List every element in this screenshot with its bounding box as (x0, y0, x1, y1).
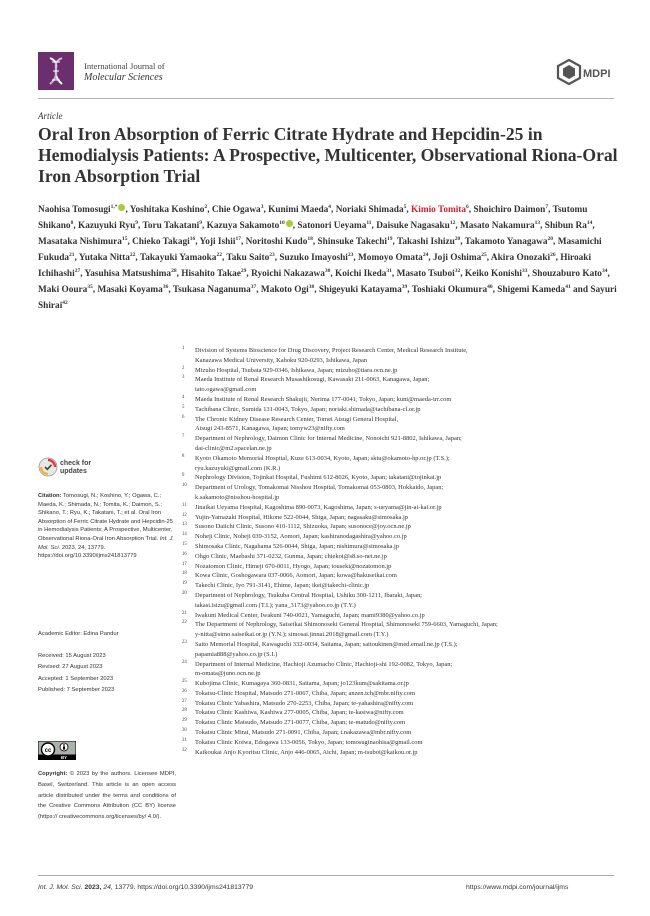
author-affiliation-mark: 31 (386, 268, 392, 275)
affiliation-number: 12 (182, 512, 187, 518)
copyright-text: © 2023 by the authors. Licensee MDPI, Basel, Switzerland. This article is an open access article distributed under the terms and conditions of the Creative Commons Attribution (CC BY) license (https:// creativecommons.org/licenses/by/ 4.0/). (38, 771, 176, 821)
affiliation-line: Noheji Clinic, Noheji 039-3152, Aomori, Japan; kashiranodagashira@yahoo.co.jp (195, 533, 407, 541)
header-divider (38, 98, 614, 99)
author-affiliation-mark: 6 (466, 204, 469, 210)
affiliation-item (182, 346, 622, 366)
author-name: Tsukasa Naganuma (172, 285, 251, 296)
affiliation-line: The Department of Nephrology, Saiseikai Shimonoseki General Hospital, Shimonoseki 759-6603, Yamaguchi, Japan; (195, 621, 498, 629)
footer-journal: Int. J. Mol. Sci. (38, 884, 83, 891)
affiliation-line: Takechi Clinic, Iyo 791-3141, Ehime, Japan; ikei@takechi-clinic.jp (195, 582, 370, 590)
academic-editor: Academic Editor: Edina Pandur (38, 631, 119, 637)
author-name: Naohisa Tomosugi (38, 205, 111, 216)
affiliation-item (182, 591, 622, 611)
author-name: Masato Nakamura (459, 221, 535, 232)
author-affiliation-mark: 40 (487, 284, 493, 291)
author-name: Toru Takatani (142, 221, 200, 232)
citation-journal: Int. J. Mol. Sci. (38, 535, 174, 551)
author-affiliation-mark: 2 (204, 204, 208, 210)
author-name: Shoichiro Daimon (473, 205, 546, 216)
affiliation-item (182, 660, 622, 680)
author-affiliation-mark: 28 (171, 268, 177, 275)
affiliation-line: Susono Daiichi Clinic, Susono 410-1112, Shizuoka, Japan; susonoce@joy.ocn.ne.jp (195, 523, 411, 531)
check-for-updates-line2: updates (60, 467, 87, 475)
author-affiliation-mark: 19 (387, 236, 393, 243)
footer-doi[interactable]: 13779. https://doi.org/10.3390/ijms241813779 (114, 884, 254, 891)
author-name: Ryoichi Nakazawa (251, 269, 325, 280)
footer-divider (38, 875, 614, 876)
affiliation-item (182, 748, 622, 758)
check-for-updates-label (60, 460, 91, 475)
affiliation-line: Kowa Clinic, Goshogawara 037-0066, Aomori, Japan; kowa@hakuseikai.com (195, 572, 397, 580)
author-name: Masamichi Fukuda (38, 237, 602, 264)
check-for-updates-button[interactable] (38, 457, 98, 483)
author-affiliation-mark: 12 (449, 220, 456, 227)
affiliation-line: Tokatsu Clinic Kashiwa, Kashiwa 277-0005, Chiba, Japan; te-kasiwa@nifty.com (195, 709, 404, 717)
affiliation-number: 28 (182, 708, 187, 714)
affiliation-item (182, 454, 622, 474)
author-affiliation-mark: 30 (324, 268, 331, 275)
affiliation-list (182, 346, 622, 757)
affiliation-line: Shimosaka Clinic, Nagahama 526-0044, Shiga, Japan; nishimura@simosaka.jp (195, 542, 400, 550)
affiliation-line: Tokatsu Clinic Mirai, Matsudo 271-0091, Chiba, Japan; t.nakazawa@mbr.nifty.com (195, 729, 412, 737)
affiliation-line: m-omata@juno.ocn.ne.jp (195, 670, 261, 678)
affiliation-item (182, 640, 622, 660)
affiliation-line: Tokatsu-Clinic Hospital, Matsudo 271-0067, Chiba, Japan; anzen.tch@mbr.nifty.com (195, 689, 415, 697)
date-accepted: Accepted: 1 September 2023 (38, 675, 114, 682)
affiliation-item (182, 522, 622, 532)
author-name: Akira Onozaki (490, 253, 551, 264)
journal-name-line2: Molecular Sciences (84, 72, 163, 83)
affiliation-item (182, 571, 622, 581)
author-name: Makoto Ogi (260, 285, 309, 296)
author-name: Yoshitaka Koshino (129, 205, 205, 216)
affiliation-item (182, 503, 622, 513)
affiliation-item (182, 699, 622, 709)
author-affiliation-mark: 23 (347, 252, 354, 259)
author-affiliation-mark: 38 (308, 284, 315, 291)
author-affiliation-mark: 22 (216, 252, 222, 259)
affiliation-line: Department of Nephrology, Tsukuba Central Hospital, Ushiku 300-1211, Ibaraki, Japan; (195, 591, 423, 599)
author-affiliation-mark: 4 (328, 204, 332, 210)
affiliation-number: 10 (182, 483, 187, 489)
citation-doi[interactable]: 2023, 24, 13779. https://doi.org/10.3390/ijms241813779 (38, 544, 137, 560)
author-name: Yasuhisa Matsushima (84, 269, 172, 280)
affiliation-number: 24 (182, 659, 187, 665)
author-affiliation-mark: 20 (547, 236, 554, 243)
author-affiliation-mark: 7 (545, 204, 549, 210)
affiliation-line: dai-clinic@m2.spacelan.ne.jp (195, 444, 272, 452)
author-affiliation-mark: 1,* (110, 204, 118, 210)
affiliation-number: 11 (182, 502, 187, 508)
copyright-block (38, 769, 176, 823)
author-affiliation-mark: 20 (454, 236, 461, 243)
affiliation-number: 20 (182, 590, 187, 596)
author-name: Takamoto Yanagawa (464, 237, 548, 248)
affiliation-item (182, 728, 622, 738)
affiliation-number: 9 (182, 473, 185, 479)
author-name: Yutaka Nitta (78, 253, 130, 264)
author-affiliation-mark: 21 (69, 252, 75, 259)
affiliation-item (182, 738, 622, 748)
affiliation-line: Department of Urology, Tomakomai Nisshou Hospital, Tomakomai 053-0803, Hokkaido, Japan; (195, 484, 444, 492)
journal-logo-icon (38, 52, 74, 90)
affiliation-item (182, 708, 622, 718)
footer-year: 2023, (84, 884, 102, 891)
affiliation-number: 27 (182, 698, 187, 704)
affiliation-line: Kyoto Okamoto Memorial Hospital, Kuze 613-0034, Kyoto, Japan; sktu@okamoto-hp.or.jp (T.S.); (195, 454, 450, 462)
affiliation-line: Kanazawa Medical University, Kahoku 920-0293, Ishikawa, Japan (195, 356, 368, 364)
affiliation-item (182, 375, 622, 395)
affiliation-line: Division of Systems Bioscience for Drug Discovery, Project Research Center, Medical Research Institute, (195, 347, 468, 354)
author-name: Kazuya Sakamoto (206, 221, 280, 232)
cc-by-label: BY (61, 755, 67, 760)
affiliation-line: Yujin-Yamazaki Hospital, Hikone 522-0044, Shiga, Japan; nagasaku@simosaka.jp (195, 513, 409, 521)
author-name: Kazuyuki Ryu (77, 221, 136, 232)
author-affiliation-mark: 9 (135, 220, 138, 227)
affiliation-line: Ohgo Clinic, Maebashi 371-0232, Gunma, Japan; chiekot@s8.so-net.ne.jp (195, 552, 387, 560)
author-name: Noritoshi Kudo (245, 237, 308, 248)
cc-by-license-icon[interactable] (38, 741, 76, 760)
affiliation-line: Maeda Institute of Renal Research Shakujii, Nerima 177-0041, Tokyo, Japan; kuni@maeda-irr.com (195, 395, 452, 403)
affiliation-item (182, 513, 622, 523)
author-name: Takashi Ishizu (397, 237, 455, 248)
affiliation-number: 21 (182, 610, 187, 616)
author-affiliation-mark: 14 (586, 220, 593, 227)
affiliation-line: Kubojima Clinic, Kumagaya 360-0831, Saitama, Japan; jo123kum@sakitama.or.jp (195, 680, 409, 688)
citation-block (38, 492, 176, 561)
affiliation-number: 16 (182, 551, 187, 557)
affiliation-item (182, 405, 622, 415)
author-affiliation-mark: 23 (269, 252, 275, 259)
author-affiliation-mark: 32 (454, 268, 461, 275)
author-affiliation-mark: 27 (74, 268, 81, 275)
author-name: Joji Oshima (432, 253, 482, 264)
author-name: Shigeyuki Katayama (318, 285, 402, 296)
author-name: Koichi Ikeda (335, 269, 387, 280)
author-name: Chieko Takagi (132, 237, 190, 248)
affiliation-number: 13 (182, 522, 187, 528)
author-name: Keiko Konishi (464, 269, 522, 280)
affiliation-item (182, 718, 622, 728)
author-affiliation-mark: 3 (260, 204, 264, 210)
affiliation-line: Saito Memorial Hospital, Kawaguchi 332-0034, Saitama, Japan; saitoukinen@med.email.ne.jp (T.S.); (195, 640, 458, 648)
mdpi-logo-icon (556, 58, 614, 90)
author-name: Momoyo Omata (358, 253, 423, 264)
citation-label: Citation: (38, 493, 62, 499)
orcid-icon[interactable] (118, 204, 125, 211)
author-affiliation-mark: 15 (121, 236, 128, 243)
affiliation-item (182, 552, 622, 562)
affiliation-item (182, 395, 622, 405)
affiliation-number: 26 (182, 688, 187, 694)
affiliation-item (182, 434, 622, 454)
author-name: Masaki Koyama (97, 285, 163, 296)
author-affiliation-mark: 10 (279, 220, 285, 227)
author-affiliation-mark: 24 (422, 252, 429, 259)
affiliation-number: 22 (182, 620, 187, 626)
author-name: Shibun Ra (544, 221, 587, 232)
author-name: Masato Tsuboi (396, 269, 455, 280)
author-affiliation-mark: 42 (62, 300, 68, 307)
copyright-label: Copyright: (38, 771, 68, 777)
author-name: Maki Ooura (38, 285, 88, 296)
author-affiliation-mark: 13 (534, 220, 541, 227)
author-name: Takayuki Yamaoka (139, 253, 217, 264)
footer-citation (38, 884, 253, 891)
mdpi-logo-text: MDPI (583, 68, 611, 80)
author-name: Masataka Nishimura (38, 237, 122, 248)
affiliation-number: 17 (182, 561, 187, 567)
author-affiliation-mark: 18 (307, 236, 313, 243)
affiliation-line: Maeda Institute of Renal Research Musashikosugi, Kawasaki 211-0063, Kanagawa, Japan; (195, 376, 430, 384)
affiliation-line: Tokatsu Clinic Yabashira, Matsudo 270-2253, Chiba, Japan; te-yahashira@nifty.com (195, 699, 414, 707)
affiliation-item (182, 542, 622, 552)
author-name: Hisahito Takae (181, 269, 241, 280)
author-name: Kimio Tomita (411, 205, 467, 216)
author-affiliation-mark: 9 (199, 220, 202, 227)
affiliation-line: papamia888@yahoo.co.jp (S.I.) (195, 650, 278, 658)
author-name: Suzuko Imayoshi (279, 253, 348, 264)
author-affiliation-mark: 8 (70, 220, 74, 227)
author-name: Kunimi Maeda (268, 205, 329, 216)
affiliation-item (182, 611, 622, 621)
affiliation-line: Nephrology Division, Tojinkai Hospital, Fushimi 612-8026, Kyoto, Japan; takatani@tojinkai.jp (195, 474, 442, 482)
affiliation-item (182, 483, 622, 503)
affiliation-number: 1 (182, 346, 185, 351)
affiliation-line: Atsugi 243-8571, Kanagawa, Japan; tomyw23@nifty.com (195, 425, 345, 433)
author-name: Taku Saito (226, 253, 270, 264)
affiliation-number: 8 (182, 453, 185, 459)
author-name: Shinsuke Takechi (317, 237, 388, 248)
author-name: Shigemi Kameda (497, 285, 566, 296)
affiliation-line: The Chronic Kidney Disease Research Center, Tomei Atsugi General Hospital, (195, 415, 399, 423)
affiliation-line: takasi.isizu@gmail.com (T.I.); yana_3173@yahoo.co.jp (T.Y.) (195, 601, 356, 609)
author-name: Chie Ogawa (211, 205, 261, 216)
affiliation-number: 5 (182, 404, 185, 410)
orcid-icon[interactable] (286, 220, 293, 227)
footer-journal-url[interactable]: https://www.mdpi.com/journal/ijms (466, 884, 569, 891)
author-affiliation-mark: 41 (565, 284, 571, 291)
author-affiliation-mark: 35 (87, 284, 93, 291)
affiliation-number: 25 (182, 679, 187, 685)
affiliation-line: Department of Nephrology, Daimon Clinic for Internal Medicine, Nonoichi 921-8802, Ishikawa, Japan; (195, 435, 462, 443)
affiliation-item (182, 689, 622, 699)
article-type: Article (38, 111, 63, 121)
author-affiliation-mark: 25 (481, 252, 487, 259)
affiliation-item (182, 620, 622, 640)
affiliation-number: 19 (182, 581, 187, 587)
journal-name (84, 61, 165, 83)
affiliation-number: 18 (182, 571, 187, 577)
author-conjunction: and (573, 285, 589, 296)
author-affiliation-mark: 39 (401, 284, 408, 291)
affiliation-number: 31 (182, 737, 187, 743)
author-name: Satonori Ueyama (297, 221, 367, 232)
journal-name-line1: International Journal of (84, 61, 165, 71)
author-affiliation-mark: 37 (250, 284, 257, 291)
affiliation-item (182, 679, 622, 689)
affiliation-number: 4 (182, 394, 185, 400)
affiliation-item (182, 415, 622, 435)
check-for-updates-icon (38, 457, 58, 477)
author-name: Toshiaki Okumura (411, 285, 488, 296)
affiliation-number: 3 (182, 375, 185, 381)
author-name: Yoji Ishii (199, 237, 236, 248)
author-name: Shouzaburo Kato (532, 269, 602, 280)
affiliation-item (182, 562, 622, 572)
affiliation-number: 6 (182, 414, 185, 420)
affiliation-line: Tachibana Clinic, Sumida 131-0043, Tokyo, Japan; noriaki.shimada@tachibana-cl.or.jp (195, 405, 421, 413)
author-affiliation-mark: 36 (162, 284, 169, 291)
article-title: Oral Iron Absorption of Ferric Citrate Hydrate and Hepcidin-25 in Hemodialysis Patients: A Prospective, Multicenter, Observational Riona-Oral Iron Absorption Trial (38, 124, 618, 186)
cc-label: cc (44, 747, 52, 754)
affiliation-item (182, 366, 622, 376)
affiliation-number: 23 (182, 639, 187, 645)
affiliation-line: Tokatsu Clinic Koiwa, Edogawa 133-0056, Tokyo, Japan; tomosuginaohisa@gmail.com (195, 738, 423, 746)
author-affiliation-mark: 34 (601, 268, 608, 275)
publication-dates (38, 651, 114, 696)
author-name: Noriaki Shimada (335, 205, 404, 216)
affiliation-number: 32 (182, 747, 187, 753)
affiliation-line: y-nitta@simo.saiseikai.or.jp (Y.N.); simosai.jinnai.2018@gmail.com (T.Y.) (195, 631, 389, 639)
affiliation-line: Tokatsu Clinic Matsudo, Matsudo 271-0077, Chiba, Japan; te-matudo@nifty.com (195, 719, 406, 727)
author-affiliation-mark: 16 (189, 236, 196, 243)
date-published: Published: 7 September 2023 (38, 686, 115, 693)
affiliation-number: 2 (182, 365, 185, 371)
author-affiliation-mark: 22 (129, 252, 136, 259)
affiliation-number: 29 (182, 718, 187, 724)
date-revised: Revised: 27 August 2023 (38, 664, 103, 671)
author-list: Naohisa Tomosugi$^{1,*}$ , Yoshitaka Koshino$^2$, Chie Ogawa$^3$, Kunimi Maeda$^4$, Noriaki Shimada$^5$, Kimio Tomita$^6$, Shoichiro Daimon$^7$, Tsutomu Shikano$^8$, Kazuyuki Ryu$^9$, Toru Takatani$^9$, Kazuya Sakamoto$^{10}$ , Satonori Ueyama$^{11}$, Daisuke Nagasaku$^{12}$, Masato Nakamura$^{13}$, Shibun Ra$^{14}$, Masataka Nishimura$^{15}$, Chieko Takagi$^{16}$, Yoji Ishii$^{17}$, Noritoshi Kudo$^{18}$, Shinsuke Takechi$^{19}$, Takashi Ishizu$^{20}$, Takamoto Yanagawa$^{20}$, Masamichi Fukuda$^{21}$, Yutaka Nitta$^{22}$, Takayuki Yamaoka$^{22}$, Taku Saito$^{23}$, Suzuko Imayoshi$^{23}$, Momoyo Omata$^{24}$, Joji Oshima$^{25}$, Akira Onozaki$^{26}$, Hiroaki Ichihashi$^{27}$, Yasuhisa Matsushima$^{28}$, Hisahito Takae$^{29}$, Ryoichi Nakazawa$^{30}$, Koichi Ikeda$^{31}$, Masato Tsuboi$^{32}$, Keiko Konishi$^{33}$, Shouzaburo Kato$^{34}$, Maki Ooura$^{35}$, Masaki Koyama$^{36}$, Tsukasa Naganuma$^{37}$, Makoto Ogi$^{38}$, Shigeyuki Katayama$^{39}$, Toshiaki Okumura$^{40}$, Shigemi Kameda$^{41}$ and Sayuri Shirai$^{42}$ (38, 204, 617, 312)
author-affiliation-mark: 29 (240, 268, 247, 275)
affiliation-line: Mizuho Hospital, Tsubata 929-0346, Ishikawa, Japan; mizuho@tiara.ocn.ne.jp (195, 366, 398, 374)
author-affiliation-mark: 5 (403, 204, 407, 210)
affiliation-item (182, 532, 622, 542)
affiliation-line: tato.ogawa@gmail.com (195, 386, 257, 394)
affiliation-line: ryu.kazuyuki@gmail.com (K.R.) (195, 464, 281, 472)
author-affiliation-mark: 17 (235, 236, 241, 243)
affiliation-line: Nozatomon Clinic, Himeji 670-0011, Hyogo, Japan; touseki@nozatomon.jp (195, 562, 392, 570)
citation-text: Tomosugi, N.; Koshino, Y.; Ogawa, C.; Maeda, K.; Shimada, N.; Tomita, K.; Daimon, S.; Shikano, T.; Ryu, K.; Takatani, T.; et al. Oral Iron Absorption of Ferric Citrate Hydrate and Hepcidin-25 in Hemodialysis Patients: A Prospective, Multicenter, Observational Riona-Oral Iron Absorption Trial. (38, 493, 174, 542)
author-name: Sayuri Shirai (38, 285, 617, 312)
affiliation-line: k.sakamoto@nisshou-hospital.jp (195, 493, 280, 501)
affiliation-item (182, 473, 622, 483)
author-name: Tsutomu Shikano (38, 205, 588, 232)
author-name: Daisuke Nagasaku (376, 221, 450, 232)
author-name: Hiroaki Ichihashi (38, 253, 592, 280)
date-received: Received: 15 August 2023 (38, 653, 106, 659)
author-affiliation-mark: 33 (521, 268, 528, 275)
affiliation-item (182, 581, 622, 591)
affiliation-line: Jinaikai Ueyama Hospital, Kagoshima 890-0073, Kagoshima, Japan; s-ueyama@jin-ai-kai.or.jp (195, 503, 442, 511)
affiliation-number: 14 (182, 532, 187, 538)
affiliation-number: 30 (182, 728, 187, 734)
author-affiliation-mark: 11 (366, 220, 372, 227)
affiliation-number: 15 (182, 541, 187, 547)
affiliation-line: Department of Internal Medicine, Hachioji Azumacho Clinic, Hachioji-shi 192-0082, Tokyo, Japan; (195, 660, 453, 668)
affiliation-line: Iwakuni Medical Center, Iwakuni 740-0021, Yamaguchi, Japan; mami9380@yahoo.co.jp (195, 611, 425, 619)
affiliation-number: 7 (182, 434, 185, 440)
footer-volume: 24, (103, 884, 113, 891)
affiliation-line: Kaikoukai Anjo Kyoritsu Clinic, Anjo 446-0065, Aichi, Japan; m-tsuboi@kaikou.or.jp (195, 748, 418, 756)
check-for-updates-line1: check for (60, 460, 92, 467)
author-affiliation-mark: 26 (550, 252, 556, 259)
